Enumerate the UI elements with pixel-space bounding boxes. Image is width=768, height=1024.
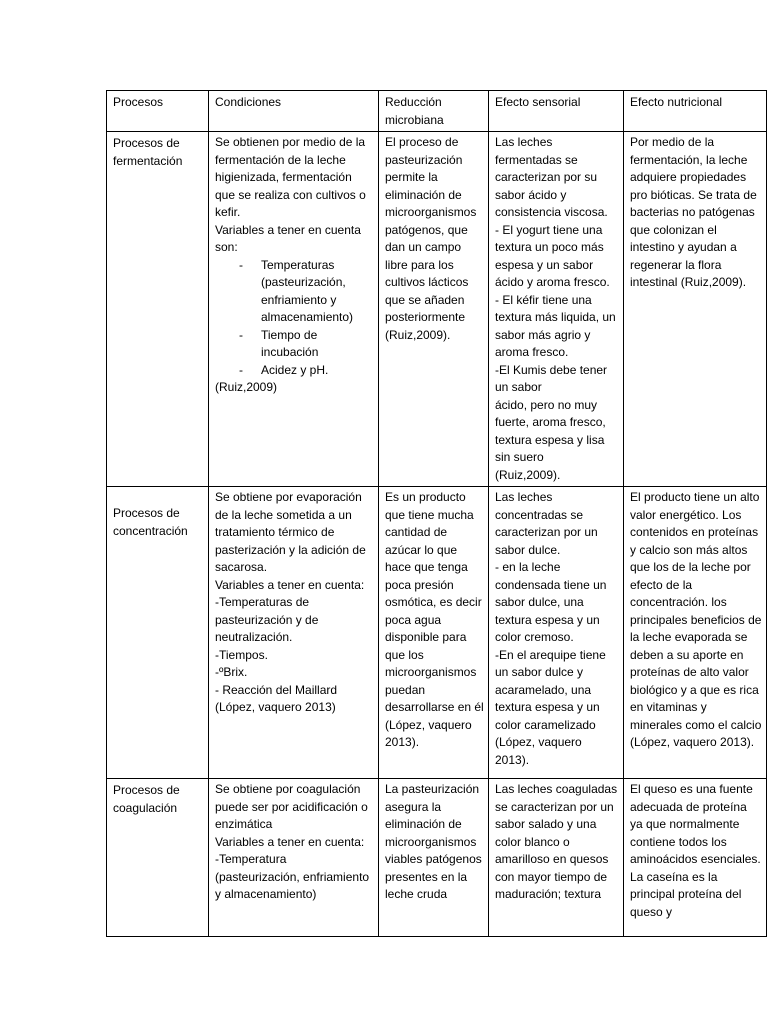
reduccion-text: Es un producto que tiene mucha cantidad de azúcar lo que hace que tenga poca presión osmótica, es decir poca agua disponible para que los microorganismos puedan desarrollarse en él	[385, 490, 484, 714]
proceso-cell	[107, 132, 209, 487]
condiciones-cell	[209, 487, 379, 779]
citation: (López, vaquero 2013).	[385, 717, 472, 749]
condiciones-line: -Tiempos.	[215, 647, 268, 662]
variable-item: - Acidez y pH.	[239, 362, 374, 380]
condiciones-cell	[209, 132, 379, 487]
sensorial-line: Las leches concentradas se caracterizan por un sabor dulce.	[495, 490, 598, 557]
sensorial-text: Las leches coaguladas se caracterizan por un sabor salado y una color blanco o amarilloso en quesos con mayor tiempo de maduración; textura	[495, 782, 618, 901]
nutricional-text: El producto tiene un alto valor energético. Los contenidos en proteínas y calcio son más altos que los de la leche por efecto de la concentración. los principales beneficios de la leche evaporada se deben a su aporte en proteínas de alto valor biológico y a que es rica en vitaminas y minerales como el calcio (López, vaquero 2013).	[630, 490, 762, 749]
variables-list	[215, 257, 374, 380]
table-row	[107, 779, 767, 937]
sensorial-line: ácido, pero no muy fuerte, aroma fresco, textura espesa y lisa sin suero	[495, 397, 606, 464]
proceso-cell	[107, 487, 209, 779]
header-efecto-sensorial: Efecto sensorial	[489, 91, 624, 132]
sensorial-line: - en la leche condensada tiene un sabor dulce, una textura espesa y un color cremoso.	[495, 560, 607, 644]
variables-label: Variables a tener en cuenta son:	[215, 222, 361, 254]
proceso-cell	[107, 779, 209, 937]
condiciones-line: -ºBrix.	[215, 665, 248, 679]
proceso-label: Procesos de concentración	[113, 506, 188, 538]
condiciones-cell	[209, 779, 379, 937]
header-reduccion-microbiana: Reducción microbiana	[379, 91, 489, 132]
header-procesos: Procesos	[107, 91, 209, 132]
citation: (Ruiz,2009)	[215, 380, 278, 394]
condiciones-intro: Se obtienen por medio de la fermentación de la leche higienizada, fermentación que se realiza con cultivos o kefir.	[215, 135, 366, 219]
sensorial-line: (Ruiz,2009).	[495, 467, 561, 482]
condiciones-line: -Temperaturas de pasteurización y de neutralización.	[215, 595, 319, 644]
reduccion-cell	[379, 487, 489, 779]
variable-item: - Tiempo de incubación	[239, 327, 374, 362]
nutricional-cell	[624, 487, 767, 779]
sensorial-line: -En el arequipe tiene un sabor dulce y acaramelado, una textura espesa y un color caramelizado (López, vaquero 2013).	[495, 647, 606, 767]
proceso-label: Procesos de coagulación	[113, 783, 180, 815]
table-header-row	[107, 91, 767, 132]
table-row	[107, 487, 767, 779]
condiciones-line: Variables a tener en cuenta:	[215, 577, 365, 592]
sensorial-cell	[489, 779, 624, 937]
header-efecto-nutricional: Efecto nutricional	[624, 91, 767, 132]
reduccion-cell	[379, 132, 489, 487]
nutricional-cell	[624, 779, 767, 937]
nutricional-text: Por medio de la fermentación, la leche adquiere propiedades pro bióticas. Se trata de bacterias no patógenas que colonizan el intestino y ayudan a regenerar la flora intestinal (Ruiz,2009).	[630, 135, 757, 289]
sensorial-line: -El Kumis debe tener un sabor	[495, 362, 608, 394]
table-row	[107, 132, 767, 487]
reduccion-text: El proceso de pasteurización permite la eliminación de microorganismos patógenos, que dan un campo libre para los cultivos lácticos que se añaden posteriormente (Ruiz,2009).	[385, 135, 477, 342]
condiciones-line: -Temperatura (pasteurización, enfriamiento y almacenamiento)	[215, 852, 370, 901]
processes-table	[106, 90, 767, 937]
reduccion-text: La pasteurización asegura la eliminación de microorganismos viables patógenos presentes en la leche cruda	[385, 782, 482, 901]
sensorial-cell	[489, 132, 624, 487]
reduccion-cell	[379, 779, 489, 937]
condiciones-line: - Reacción del Maillard	[215, 682, 338, 697]
citation: (López, vaquero 2013)	[215, 700, 336, 714]
condiciones-line: Se obtiene por coagulación puede ser por acidificación o enzimática	[215, 782, 368, 831]
nutricional-text: El queso es una fuente adecuada de proteína ya que normalmente contiene todos los aminoácidos esenciales. La caseína es la principal proteína del queso y	[630, 782, 761, 919]
proceso-label: Procesos de fermentación	[113, 136, 183, 168]
sensorial-line: - El yogurt tiene una textura un poco más espesa y un sabor ácido y aroma fresco.	[495, 222, 610, 289]
header-condiciones: Condiciones	[209, 91, 379, 132]
sensorial-cell	[489, 487, 624, 779]
nutricional-cell	[624, 132, 767, 487]
variable-item: - Temperaturas (pasteurización, enfriamiento y almacenamiento)	[239, 257, 374, 327]
sensorial-line: - El kéfir tiene una textura más liquida, un sabor más agrio y aroma fresco.	[495, 292, 616, 359]
condiciones-line: Variables a tener en cuenta:	[215, 834, 365, 849]
condiciones-line: Se obtiene por evaporación de la leche sometida a un tratamiento térmico de pasterización y la adición de sacarosa.	[215, 490, 366, 574]
sensorial-line: Las leches fermentadas se caracterizan por su sabor ácido y consistencia viscosa.	[495, 135, 608, 219]
